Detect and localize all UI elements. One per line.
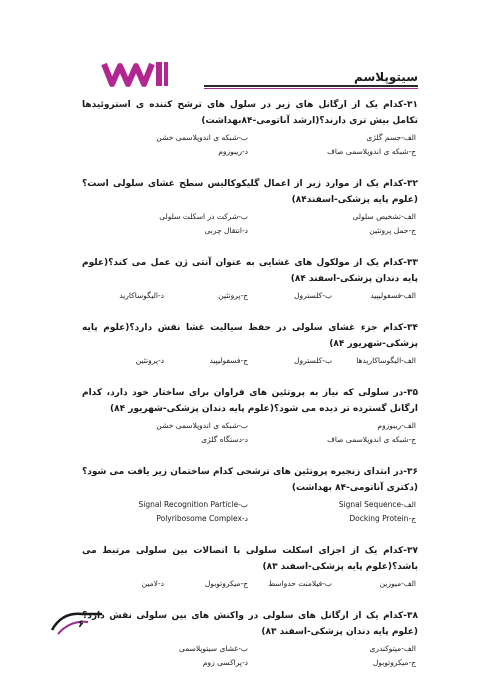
option-d: د-لامین	[141, 579, 164, 588]
header-accent-line	[204, 88, 418, 89]
question-text: ۳۳-کدام یک از مولکول های غشایی به عنوان آنتی ژن عمل می کند؟(علوم پایه دندان پزشکی-اسفند ۸۴)	[82, 258, 418, 284]
question-options	[82, 420, 418, 445]
option-c: ج-میکروتوبول	[372, 658, 416, 667]
option-b: ب-کلسترول	[294, 291, 332, 300]
option-b: ب-غشای سیتوپلاسمی	[178, 644, 248, 653]
option-a: الف-فسفولیپید	[370, 291, 416, 300]
question-options	[82, 578, 418, 589]
question-text: ۳۱-کدام یک از ارگانل های زیر در سلول های ترشح کننده ی استروئیدها تکامل بیش تری دارند؟(ارشد آناتومی-۸۴بهداشت)	[82, 100, 418, 126]
option-b: ب-Signal Recognition Particle	[138, 500, 248, 509]
option-d: د-پراکسی زوم	[202, 658, 248, 667]
question-38	[82, 608, 418, 668]
option-a: الف-میوزین	[379, 579, 416, 588]
question-options	[82, 355, 418, 366]
option-b: ب-کلسترول	[294, 356, 332, 365]
question-text: ۳۶-در ابتدای زنجیره پروتئین های ترشحی کدام ساختمان زیر یافت می شود؟(دکتری آناتومی-۸۴ بهداشت)	[82, 467, 418, 493]
question-32	[82, 176, 418, 236]
page-header	[0, 0, 500, 92]
question-text: ۳۷-کدام یک از اجزای اسکلت سلولی با اتصالات بین سلولی مرتبط می باشد؟(علوم پایه پزشکی-اسفند ۸۳)	[82, 546, 418, 572]
question-31	[82, 97, 418, 157]
option-c: ج-فسفولیپید	[209, 356, 248, 365]
page-number-badge	[48, 608, 108, 638]
option-d: د-Polyribosome Complex	[156, 514, 248, 523]
option-d: د-پروتئین	[135, 356, 164, 365]
option-a: الف-میتوکندری	[369, 644, 416, 653]
option-c: ج-پروتئین	[218, 291, 248, 300]
question-34	[82, 320, 418, 366]
header-rule	[204, 85, 418, 87]
question-37	[82, 543, 418, 589]
option-a: الف-Signal Sequence	[338, 500, 416, 509]
option-c: ج-حمل پروتئین	[369, 226, 416, 235]
question-options	[82, 132, 418, 157]
option-b: ب-شبکه ی اندوپلاسمی خشن	[156, 133, 248, 142]
option-d: د-انتقال چربی	[204, 226, 248, 235]
question-options	[82, 643, 418, 668]
option-c: ج-شبکه ی اندوپلاسمی صاف	[327, 147, 416, 156]
question-text: ۳۵-در سلولی که نیاز به پروتئین های فراوان برای ساختار خود دارد، کدام ارگانل گسترده تر دیده می شود؟(علوم پایه دندان پزشکی-شهریور ۸۴)	[82, 388, 418, 414]
option-a: الف-جسم گلژی	[366, 133, 416, 142]
option-a: الف-ریبوزوم	[377, 421, 416, 430]
question-text: ۳۴-کدام جزء غشای سلولی در حفظ سیالیت غشا نقش دارد؟(علوم پایه پزشکی-شهریور ۸۴)	[82, 323, 418, 349]
option-d: د-ریبوزوم	[218, 147, 248, 156]
question-options	[82, 211, 418, 236]
question-33	[82, 255, 418, 301]
question-options	[82, 290, 418, 301]
question-text: ۳۸-کدام یک از ارگانل های سلولی در واکنش های بین سلولی نقش دارد؟(علوم پایه دندان پزشکی-اسفند ۸۳)	[82, 611, 418, 637]
questions-list	[82, 97, 418, 687]
option-c: ج-Docking Protein	[349, 514, 416, 523]
option-d: د-الیگوساکارید	[119, 291, 164, 300]
page-number: ۶	[78, 619, 85, 630]
option-b: ب-فیلامنت حدواسط	[268, 579, 332, 588]
chapter-logo-icon	[100, 58, 170, 92]
question-text: ۳۲-کدام یک از موارد زیر از اعمال گلیکوکالیس سطح غشای سلولی است؟(علوم پایه پزشکی-اسفند۸۴)	[82, 179, 418, 205]
chapter-title: سیتوپلاسم	[354, 70, 418, 84]
question-36	[82, 464, 418, 524]
option-b: ب-شرکت در اسکلت سلولی	[159, 212, 248, 221]
option-c: ج-میکروتوبول	[204, 579, 248, 588]
option-c: ج-شبکه ی اندوپلاسمی صاف	[327, 435, 416, 444]
option-a: الف-تشخیص سلولی	[352, 212, 416, 221]
option-a: الف-الیگوساکاریدها	[356, 356, 416, 365]
option-d: د-دستگاه گلژی	[201, 435, 248, 444]
option-b: ب-شبکه ی اندوپلاسمی خشن	[156, 421, 248, 430]
question-options	[82, 499, 418, 524]
question-35	[82, 385, 418, 445]
